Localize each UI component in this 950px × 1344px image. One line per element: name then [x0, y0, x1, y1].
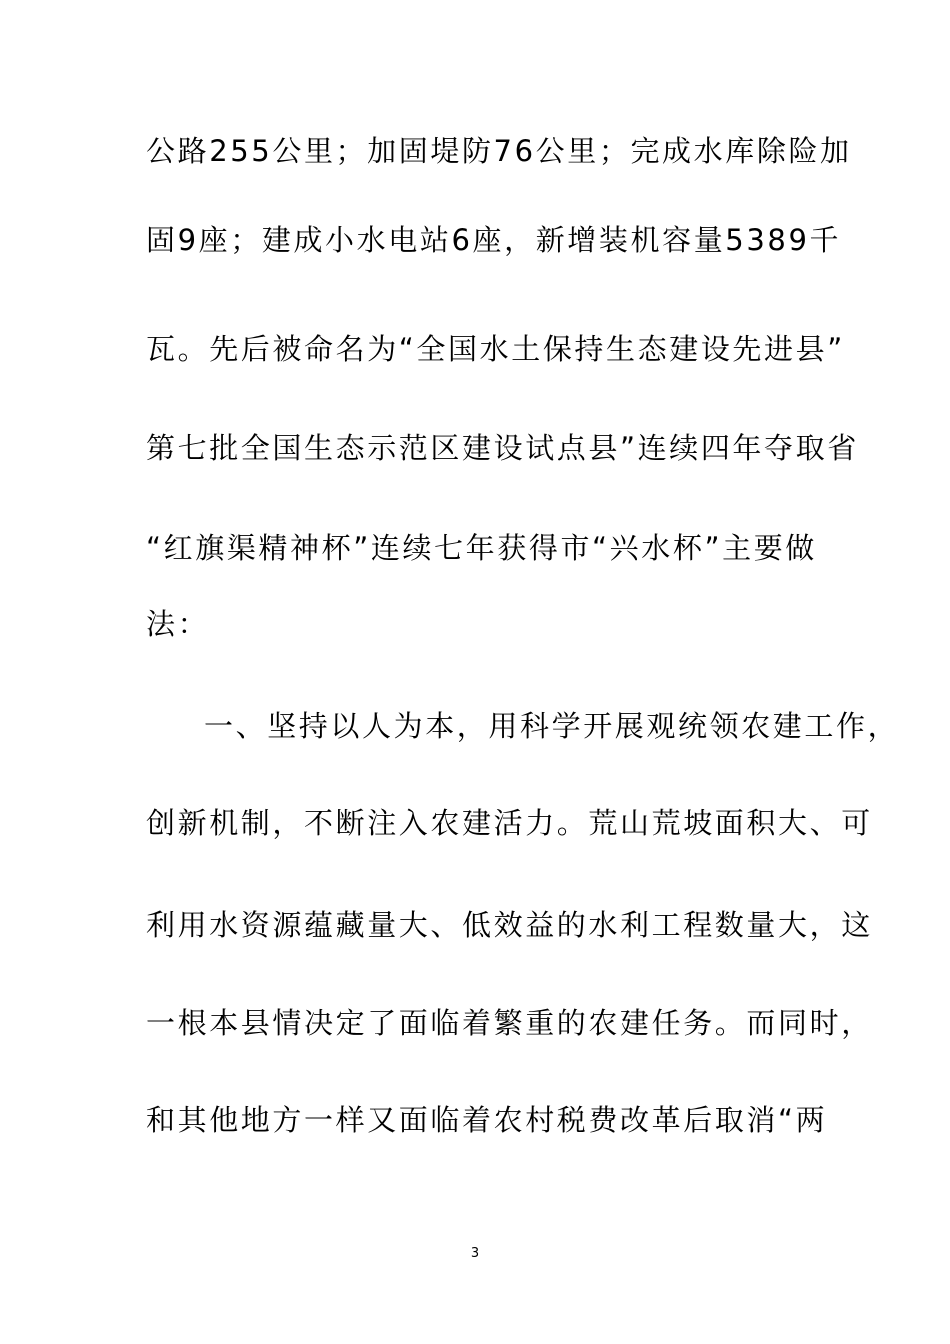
- text-line-4: 第七批全国生态示范区建设试点县”连续四年夺取省: [146, 431, 859, 465]
- text-line-6: 法：: [146, 607, 210, 641]
- text-line-9: 利用水资源蕴藏量大、低效益的水利工程数量大，这: [146, 908, 873, 942]
- text-line-10: 一根本县情决定了面临着繁重的农建任务。而同时，: [146, 1006, 873, 1040]
- text-line-5: “红旗渠精神杯”连续七年获得市“兴水杯”主要做: [146, 531, 817, 565]
- text-line-3: 瓦。先后被命名为“全国水土保持生态建设先进县”: [146, 332, 845, 366]
- page-number: 3: [470, 1246, 480, 1261]
- text-line-8: 创新机制，不断注入农建活力。荒山荒坡面积大、可: [146, 806, 873, 840]
- text-line-11: 和其他地方一样又面临着农村税费改革后取消“两: [146, 1103, 828, 1137]
- text-line-7: 一、坚持以人为本，用科学开展观统领农建工作，: [204, 709, 900, 743]
- text-line-1: 公路255公里；加固堤防76公里；完成水库除险加: [146, 134, 852, 168]
- text-line-2: 固9座；建成小水电站6座，新增装机容量5389千: [146, 223, 842, 257]
